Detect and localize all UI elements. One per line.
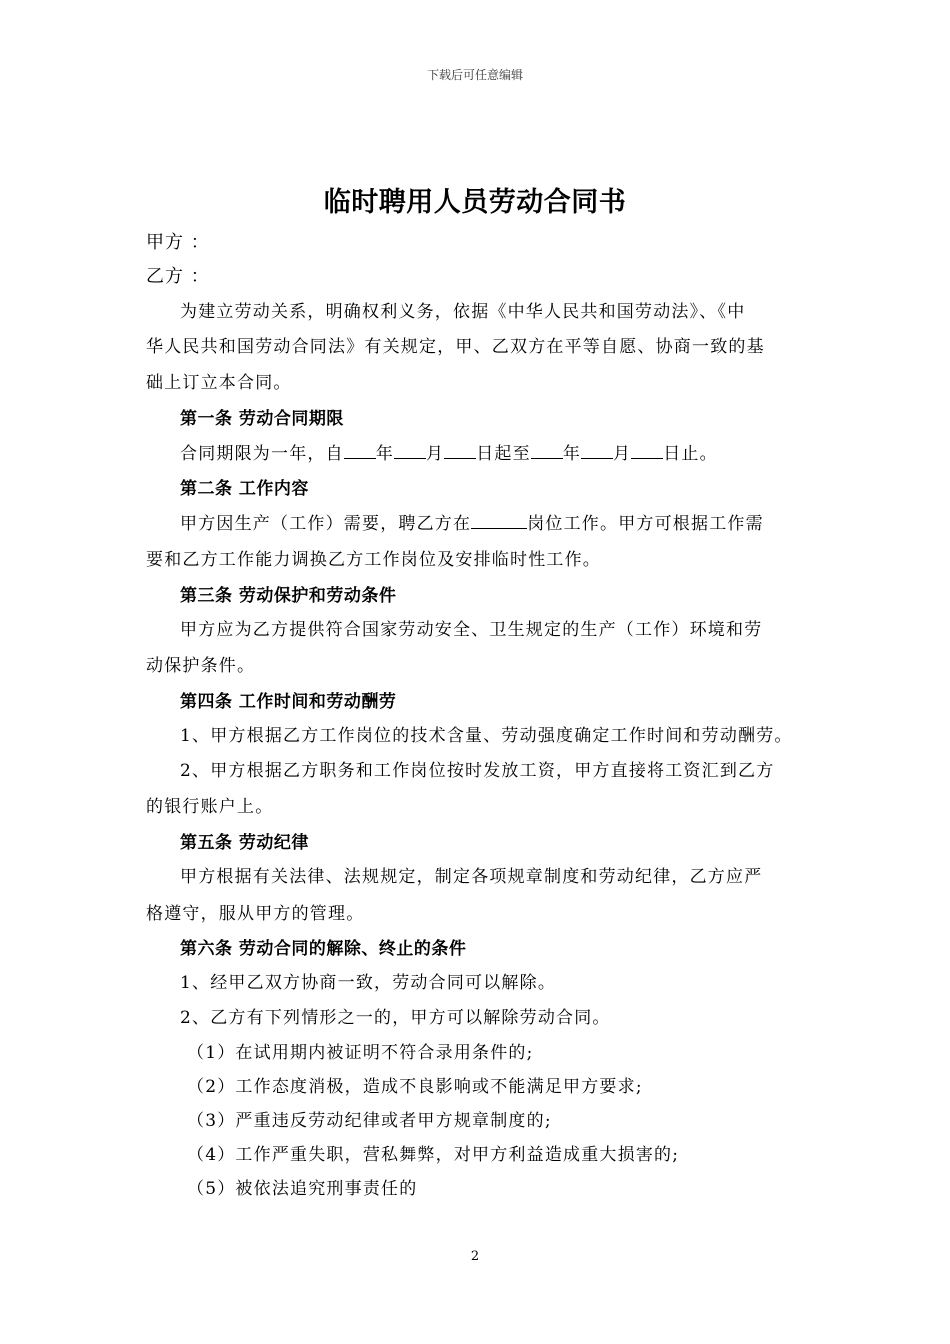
article-5-heading: 第五条 劳动纪律 xyxy=(180,833,309,853)
article-2-heading: 第二条 工作内容 xyxy=(180,479,309,499)
party-a-line: 甲方 ： xyxy=(146,232,210,253)
discipline-line: 格遵守，服从甲方的管理。 xyxy=(146,904,365,924)
month-end-blank xyxy=(581,444,613,459)
work-text: 岗位工作。甲方可根据工作需 xyxy=(527,514,764,534)
term-text: 合同期限为一年，自 xyxy=(180,444,344,464)
discipline-line: 甲方根据有关法律、法规规定，制定各项规章制度和劳动纪律，乙方应严 xyxy=(180,867,763,887)
position-blank xyxy=(471,514,527,529)
contract-term-line xyxy=(180,439,718,464)
termination-clause: （1）在试用期内被证明不符合录用条件的; xyxy=(187,1043,534,1063)
term-text: 日止。 xyxy=(663,444,718,464)
pay-line: 的银行账户上。 xyxy=(146,797,274,817)
header-note: 下载后可任意编辑 xyxy=(426,68,523,82)
work-text: 甲方因生产（工作）需要，聘乙方在 xyxy=(180,514,472,534)
contract-title: 临时聘用人员劳动合同书 xyxy=(323,187,627,218)
termination-clause: （3）严重违反劳动纪律或者甲方规章制度的; xyxy=(187,1111,552,1131)
term-text: 月 xyxy=(426,444,445,464)
pay-line: 2、甲方根据乙方职务和工作岗位按时发放工资，甲方直接将工资汇到乙方 xyxy=(180,761,775,781)
day-end-blank xyxy=(631,444,663,459)
page-number: 2 xyxy=(470,1249,480,1264)
article-3-heading: 第三条 劳动保护和劳动条件 xyxy=(180,586,397,606)
termination-line: 2、乙方有下列情形之一的，甲方可以解除劳动合同。 xyxy=(180,1008,611,1028)
termination-clause: （5）被依法追究刑事责任的 xyxy=(187,1179,418,1199)
protection-line: 动保护条件。 xyxy=(146,656,256,676)
preamble-line: 础上订立本合同。 xyxy=(146,373,292,393)
term-text: 月 xyxy=(613,444,632,464)
preamble-line: 华人民共和国劳动合同法》有关规定，甲、乙双方在平等自愿、协商一致的基 xyxy=(146,337,765,357)
termination-clause: （4）工作严重失职，营私舞弊，对甲方利益造成重大损害的; xyxy=(187,1145,680,1165)
work-content-line xyxy=(180,509,764,534)
month-start-blank xyxy=(394,444,426,459)
day-start-blank xyxy=(444,444,476,459)
term-text: 年 xyxy=(375,444,395,464)
termination-line: 1、经甲乙双方协商一致，劳动合同可以解除。 xyxy=(180,973,557,993)
preamble-line: 为建立劳动关系，明确权利义务，依据《中华人民共和国劳动法》、《中 xyxy=(180,302,746,322)
year-end-blank xyxy=(531,444,563,459)
article-4-heading: 第四条 工作时间和劳动酬劳 xyxy=(180,692,397,712)
article-1-heading: 第一条 劳动合同期限 xyxy=(180,409,344,429)
pay-line: 1、甲方根据乙方工作岗位的技术含量、劳动强度确定工作时间和劳动酬劳。 xyxy=(180,726,793,746)
year-start-blank xyxy=(344,444,376,459)
termination-clause: （2）工作态度消极，造成不良影响或不能满足甲方要求; xyxy=(187,1077,643,1097)
protection-line: 甲方应为乙方提供符合国家劳动安全、卫生规定的生产（工作）环境和劳 xyxy=(180,620,763,640)
term-text: 年 xyxy=(562,444,582,464)
party-b-line: 乙方 ： xyxy=(146,266,210,287)
work-content-line: 要和乙方工作能力调换乙方工作岗位及安排临时性工作。 xyxy=(146,550,601,570)
term-text: 日起至 xyxy=(476,444,531,464)
article-6-heading: 第六条 劳动合同的解除、终止的条件 xyxy=(180,939,467,959)
